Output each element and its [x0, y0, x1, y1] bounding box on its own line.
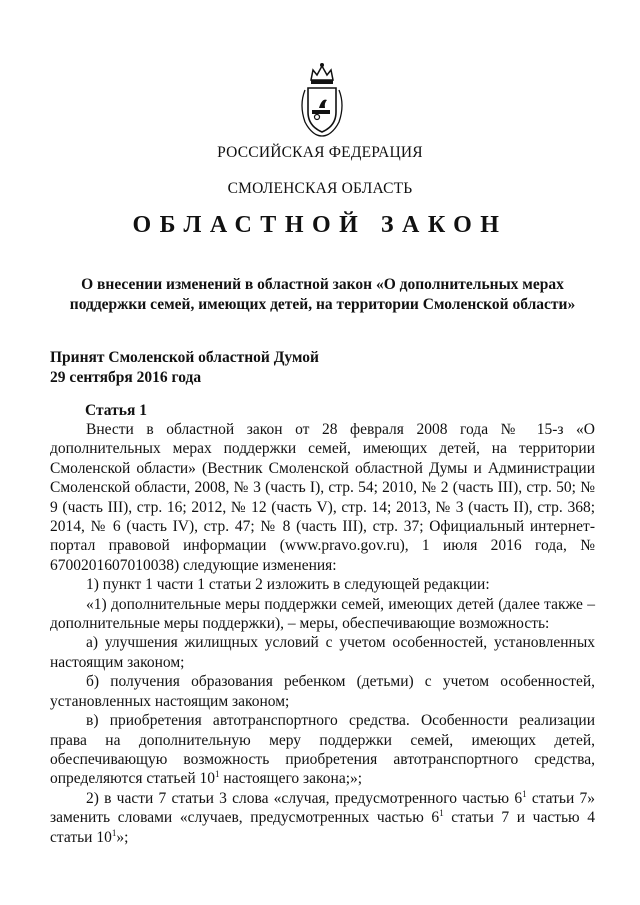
- law-subject-line: О внесении изменений в областной закон «О дополнительных мерах: [81, 276, 564, 293]
- item-2-text: 2) в части 7 статьи 3 слова «случая, предусмотренного частью 6: [86, 789, 523, 807]
- article-intro-paragraph: Внести в областной закон от 28 февраля 2008 года № 15-з «О дополнительных мерах поддержки семей, имеющих детей, на территории Смоленской области» (Вестник Смоленской областной Думы и Администрации Смоленской области, 2008, № 3 (часть I), стр. 54; 2010, № 2 (часть III), стр. 50; № 9 (часть III), стр. 16; 2012, № 12 (часть V), стр. 14; 2013, № 3 (часть II), стр. 368; 2014, № 6 (часть IV), стр. 47; № 8 (часть III), стр. 37; Официальный интернет-портал правовой информации (www.pravo.gov.ru), 1 июля 2016 года, № 6700201607010038) следующие изменения:: [50, 421, 595, 574]
- subitem-b-paragraph: б) получения образования ребенком (детьми) с учетом особенностей, установленных настоящим законом;: [50, 673, 595, 710]
- adopted-by: Принят Смоленской областной Думой: [50, 349, 319, 366]
- subitem-v-text-end: настоящего закона;»;: [219, 770, 363, 788]
- law-subject: [50, 275, 595, 315]
- superscript: 1: [522, 788, 527, 799]
- federation-title: РОССИЙСКАЯ ФЕДЕРАЦИЯ: [217, 144, 423, 161]
- item-2-text-end: »;: [116, 828, 129, 846]
- item-2-text: статьи 7 и частью 4 статьи 10: [50, 809, 595, 846]
- item-2-text: статьи 7» заменить словами «случаев, предусмотренных частью 6: [50, 789, 596, 827]
- law-subject-line: поддержки семей, имеющих детей, на территории Смоленской области»: [69, 296, 576, 313]
- adoption-info: [50, 348, 319, 388]
- adoption-date: 29 сентября 2016 года: [50, 369, 202, 386]
- region-title: СМОЛЕНСКАЯ ОБЛАСТЬ: [227, 180, 413, 197]
- subitem-v-text: в) приобретения автотранспортного средства. Особенности реализации права на дополнительную меру поддержки семей, имеющих детей, обеспечивающую возможность приобретения автотранспортного средства, определяются статьей 10: [50, 712, 595, 788]
- subitem-v-paragraph: [50, 711, 595, 789]
- superscript: 1: [215, 769, 220, 780]
- item-2-paragraph: [50, 789, 595, 847]
- superscript: 1: [111, 827, 117, 838]
- item-1-quote-paragraph: «1) дополнительные меры поддержки семей, имеющих детей (далее также – дополнительные меры поддержки), – меры, обеспечивающие возможность:: [50, 595, 595, 633]
- article-body: [50, 420, 595, 847]
- superscript: 1: [439, 807, 444, 818]
- subitem-a-paragraph: а) улучшения жилищных условий с учетом особенностей, установленных настоящим законом;: [50, 634, 595, 671]
- document-type-title: ОБЛАСТНОЙ ЗАКОН: [132, 212, 508, 238]
- smolensk-coat-of-arms-icon: [297, 60, 347, 140]
- item-1-paragraph: 1) пункт 1 части 1 статьи 2 изложить в следующей редакции:: [86, 576, 490, 594]
- article-title: Статья 1: [85, 402, 147, 419]
